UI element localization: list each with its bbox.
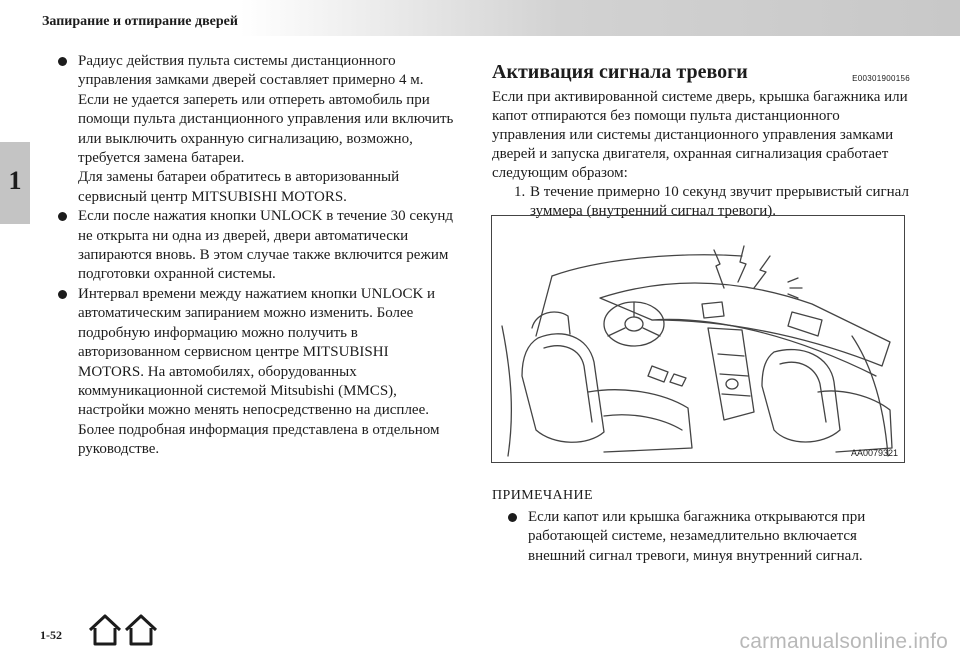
- paragraph: Если после нажатия кнопки UNLOCK в течение 30 секунд не открыта ни одна из дверей, двери автоматически запираются вновь. В этом случае также включится режим подготовки охранной системы.: [78, 208, 454, 283]
- sound-wave-icon: [738, 246, 746, 282]
- note-title: ПРИМЕЧАНИЕ: [492, 488, 593, 503]
- sound-wave-icon: [754, 256, 770, 288]
- alarm-section: [492, 60, 910, 221]
- list-item: [58, 52, 456, 207]
- paragraph: Если не удается запереть или отпереть автомобиль при помощи пульта дистанционного управления или включить или выключить охранную сигнализацию, возможно, требуется замена батареи.: [78, 91, 454, 167]
- alarm-body-text: Если при активированной системе дверь, крышка багажника или капот отпираются без помощи пульта дистанционного управления или системы дистанционного управления замками дверей и запуска двигателя, охранная сигнализация сработает следующим образом:: [492, 89, 908, 181]
- paragraph: Для замены батареи обратитесь в авторизованный сервисный центр MITSUBISHI MOTORS.: [78, 169, 400, 205]
- chapter-number: 1: [8, 166, 22, 195]
- step-number: 1.: [514, 184, 526, 200]
- section-title: Запирание и отпирание дверей: [42, 14, 238, 29]
- step-text: В течение примерно 10 секунд звучит прерывистый сигнал зуммера (внутренний сигнал тревоги).: [530, 184, 909, 219]
- alarm-section-code: E00301900156: [852, 74, 910, 83]
- car-interior-drawing: [492, 216, 904, 462]
- navigation-icons: [86, 610, 162, 655]
- home-icon[interactable]: [90, 616, 120, 644]
- list-item: [508, 508, 910, 566]
- sound-wave-icon: [714, 250, 724, 288]
- left-column: [58, 52, 456, 460]
- paragraph: Если капот или крышка багажника открываются при работающей системе, незамедлительно включается внешний сигнал тревоги, минуя внутренний сигнал.: [528, 509, 866, 564]
- chapter-tab[interactable]: [0, 142, 30, 224]
- figure-code: AA0079321: [850, 448, 898, 458]
- chapter-home-icon[interactable]: [126, 616, 156, 644]
- car-interior-illustration: [491, 215, 905, 463]
- paragraph: Интервал времени между нажатием кнопки UNLOCK и автоматическим запиранием можно изменить. Более подробную информацию можно получить в авторизованном сервисном центре MITSUBISHI MOTORS. На автомобилях, оборудованных коммуникационной системой Mitsubishi (MMCS), настройки можно менять непосредственно на дисплее. Более подробная информация представлена в отдельном руководстве.: [78, 285, 440, 458]
- paragraph: Радиус действия пульта системы дистанционного управления замками дверей составляет примерно 4 м.: [78, 53, 424, 89]
- alarm-heading: Активация сигнала тревоги: [492, 61, 748, 83]
- list-item: [58, 207, 456, 285]
- note-section: [492, 488, 910, 566]
- list-item: [58, 285, 456, 460]
- watermark: carmanualsonline.info: [739, 630, 948, 653]
- page-number: 1-52: [40, 628, 62, 642]
